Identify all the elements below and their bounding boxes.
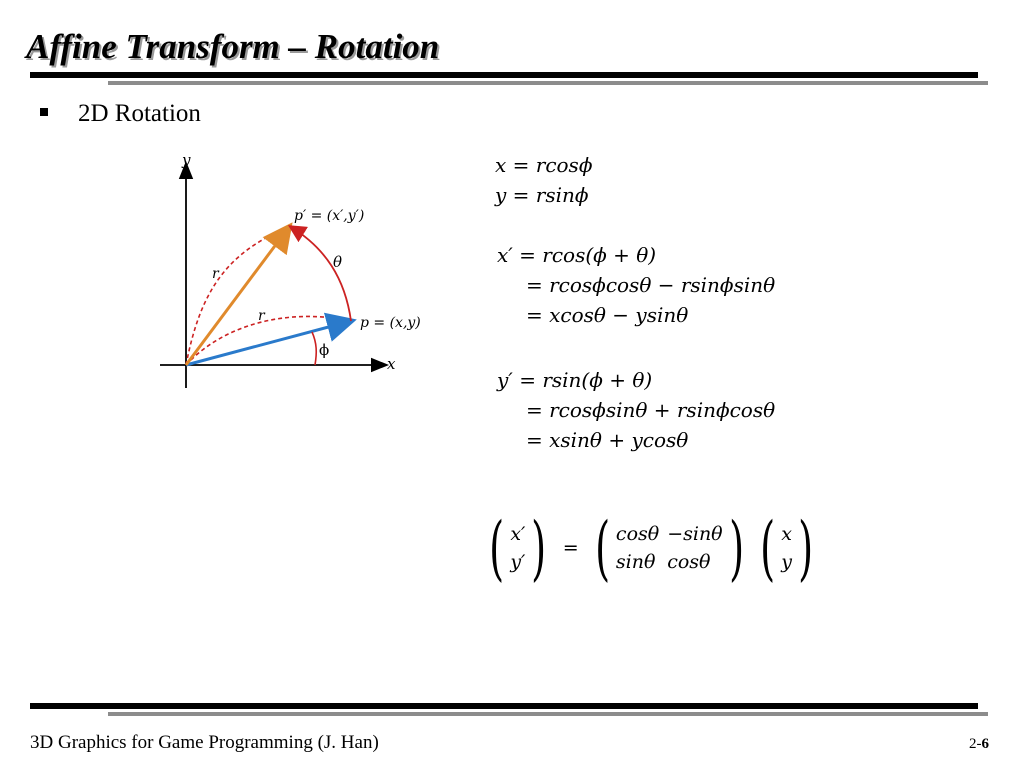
footer-rule-grey	[108, 712, 988, 716]
footer-rule-dark	[30, 703, 978, 709]
equation-line: = xsinθ + ycosθ	[526, 428, 689, 452]
rotation-matrix	[616, 520, 723, 576]
equals-sign: =	[562, 537, 579, 559]
page-number: 6	[981, 736, 989, 752]
equation-line: x = rcosϕ	[495, 153, 593, 177]
right-paren-icon: )	[728, 507, 744, 589]
rhs-entry: x	[781, 523, 792, 545]
equation-block-2	[497, 240, 775, 330]
equation-line: x′ = rcos(ϕ + θ)	[497, 243, 657, 267]
left-paren-icon: (	[594, 507, 610, 589]
bullet-text: 2D Rotation	[78, 100, 201, 127]
lhs-entry: y′	[510, 551, 526, 573]
matrix-entry: cosθ	[667, 551, 711, 573]
phi-label: ϕ	[319, 341, 330, 359]
equation-line: = rcosϕsinθ + rsinϕcosθ	[526, 398, 776, 422]
right-paren-icon: )	[531, 507, 547, 589]
equation-line: = xcosθ − ysinθ	[526, 303, 689, 327]
square-bullet-icon	[40, 108, 48, 116]
p-prime-label: p′ = (x′,y′)	[294, 208, 365, 224]
page-prefix: 2-	[969, 736, 982, 752]
footer-course-title: 3D Graphics for Game Programming (J. Han)	[30, 732, 379, 753]
left-paren-icon: (	[489, 507, 505, 589]
lhs-vector	[510, 520, 525, 576]
slide-title: Affine Transform – Rotation	[26, 27, 440, 66]
matrix-entry: cosθ	[615, 523, 660, 545]
p-label: p = (x,y)	[360, 315, 421, 331]
bullet-item	[40, 99, 201, 129]
matrix-entry: −sinθ	[667, 523, 723, 545]
rhs-entry: y	[781, 551, 792, 573]
equation-line: y′ = rsin(ϕ + θ)	[497, 368, 653, 392]
lhs-entry: x′	[510, 523, 526, 545]
rhs-vector	[781, 520, 792, 576]
title-rule-dark	[30, 72, 978, 78]
left-paren-icon: (	[760, 507, 776, 589]
matrix-entry: sinθ	[615, 551, 656, 573]
title-rule-grey	[108, 81, 988, 85]
x-axis-label: x	[387, 355, 396, 373]
equation-line: y = rsinϕ	[495, 183, 589, 207]
rotation-matrix-equation	[483, 507, 819, 589]
theta-arc-arrow	[291, 227, 351, 321]
equation-block-1	[495, 150, 592, 210]
r-label-lower: r	[258, 308, 265, 324]
rotation-diagram	[155, 148, 440, 393]
theta-label: θ	[333, 253, 343, 271]
right-paren-icon: )	[798, 507, 814, 589]
r-label-upper: r	[212, 266, 219, 282]
equation-block-3	[497, 365, 775, 455]
equation-line: = rcosϕcosθ − rsinϕsinθ	[526, 273, 776, 297]
footer-page-number	[969, 736, 989, 753]
phi-arc	[312, 332, 316, 365]
p-prime-vector-arrow	[186, 227, 289, 365]
y-axis-label: y	[182, 151, 191, 169]
